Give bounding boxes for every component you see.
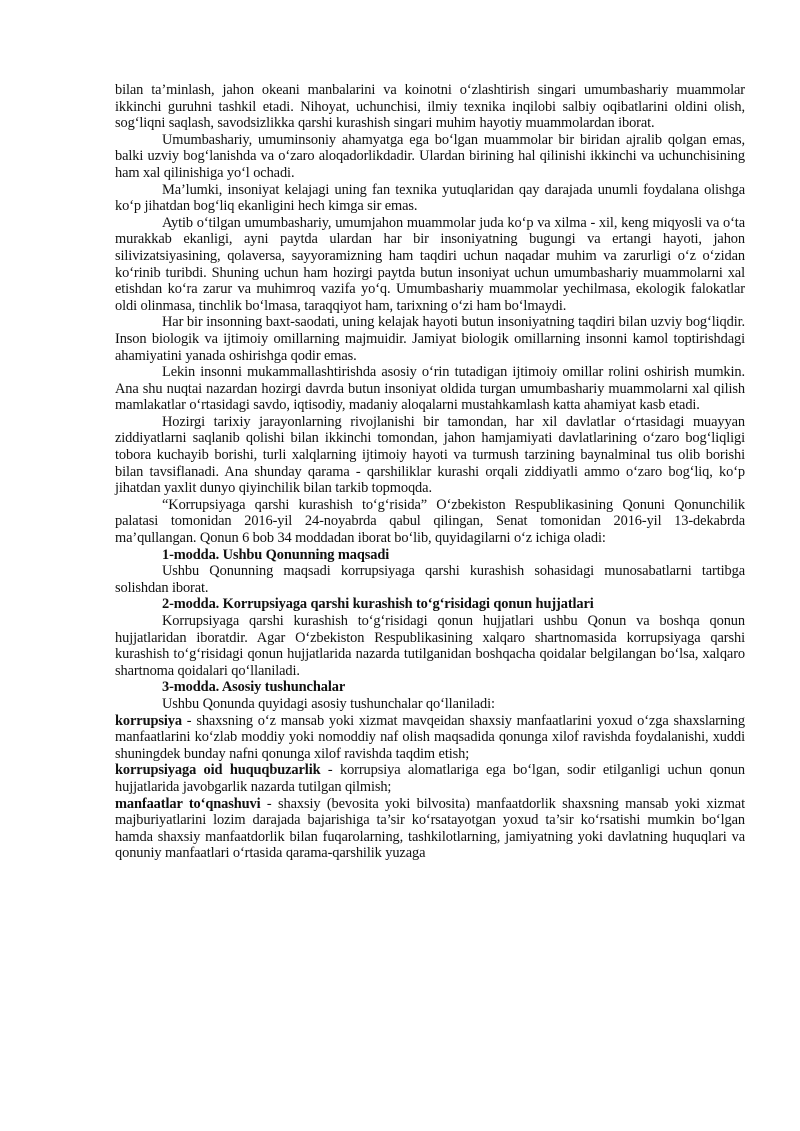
definition-term: korrupsiyaga oid huquqbuzarlik [115, 762, 321, 779]
paragraph: Hozirgi tarixiy jarayonlarning rivojlanishi bir tamondan, har xil davlatlar o‘rtasidagi muayyan ziddiyatlarni saqlanib qolishi bilan ikkinchi tomondan, jahon hamjamiyati davlatlarining o‘zaro bog‘liqligi tobora kuchayib borishi, turli xalqlarning ijtimoiy hayoti va turmush tarzining baynalminal tus olib borishi bilan tavsiflanadi. Ana shunday qarama - qarshiliklar kurashi orqali ziddiyatli ammo o‘zaro bog‘liq, ko‘p jihatdan yaxlit dunyo qiyinchilik bilan tarkib topmoqda. [115, 413, 745, 497]
article-heading: 1-modda. Ushbu Qonunning maqsadi [162, 546, 390, 563]
paragraph: Ma’lumki, insoniyat kelajagi uning fan texnika yutuqlaridan qay darajada unumli foydalana olishga ko‘p jihatdan bog‘liq ekanligini hech kimga sir emas. [115, 181, 745, 215]
article-heading: 2-modda. Korrupsiyaga qarshi kurashish to‘g‘risidagi qonun hujjatlari [162, 596, 594, 613]
definition [115, 713, 745, 763]
paragraph: Aytib o‘tilgan umumbashariy, umumjahon muammolar juda ko‘p va xilma - xil, keng miqyosli va o‘ta murakkab ekanligi, ayni paytda ulardan har bir insoniyatning bugungi va ertangi hayoti, jahon silivizatsiyasining, qolaversa, sayyoramizning ham taqdiri uchun naqadar muhim va zarurligi o‘z o‘zidan ko‘rinib turibdi. Shuning uchun ham hozirgi paytda butun insoniyat uchun umumbashariy muammolarni xal etishdan ko‘ra zarur va muhimroq vazifa yo‘q. Umumbashariy muammolar yechilmasa, ekologik falokatlar oldi olinmasa, tinchlik bo‘lmasa, taraqqiyot ham, tarixning o‘zi ham bo‘lmaydi. [115, 214, 745, 314]
definition-text: - shaxsiy (bevosita yoki bilvosita) manfaatdorlik shaxsning mansab yoki xizmat majburiyatlarini lozim darajada bajarishiga ta’sir ko‘rsatayotgan yoxud ta’sir ko‘rsatishi mumkin bo‘lgan hamda shaxsiy manfaatdorlik bilan fuqarolarning, tashkilotlarning, jamiyatning yoki davlatning huquqlari va qonuniy manfaatlari o‘rtasida qarama-qarshilik yuzaga [115, 795, 745, 862]
definition-term: manfaatlar to‘qnashuvi [115, 795, 261, 812]
paragraph: bilan ta’minlash, jahon okeani manbalarini va koinotni o‘zlashtirish singari umumbashariy muammolar ikkinchi guruhni tashkil etadi. Nihoyat, uchunchisi, ilmiy texnika inqilobi salbiy oqibatlarini oldini olish, sog‘liqni saqlash, savodsizlikka qarshi kurashish singari muhim hayotiy muammolardan iborat. [115, 82, 745, 132]
definition-text: - shaxsning o‘z mansab yoki xizmat mavqeidan shaxsiy manfaatlarini yoxud o‘zga shaxslarning manfaatlarini ko‘zlab moddiy yoki nomoddiy naf olish maqsadida qonunga xilof ravishda foydalanishi, xuddi shuningdek bunday nafni qonunga xilof ravishda taqdim etish; [115, 712, 745, 762]
definition-term: korrupsiya [115, 712, 182, 729]
document-page [115, 82, 745, 862]
article-heading: 3-modda. Asosiy tushunchalar [162, 679, 346, 696]
definition [115, 762, 745, 795]
paragraph: Korrupsiyaga qarshi kurashish to‘g‘risidagi qonun hujjatlari ushbu Qonun va boshqa qonun hujjatlaridan iboratdir. Agar O‘zbekiston Respublikasining xalqaro shartnomasida korrupsiyaga qarshi kurashish to‘g‘risidagi qonun hujjatlarida nazarda tutilganidan boshqacha qoidalar belgilangan bo‘lsa, xalqaro shartnoma qoidalari qo‘llaniladi. [115, 613, 745, 679]
paragraph: Umumbashariy, umuminsoniy ahamyatga ega bo‘lgan muammolar bir biridan ajralib qolgan emas, balki uzviy bog‘lanishda va o‘zaro aloqadorlikdadir. Ulardan birining hal qilinishi ikkinchi va uchunchisining ham xal qilinishiga yo‘l ochadi. [115, 131, 745, 181]
paragraph: Lekin insonni mukammallashtirishda asosiy o‘rin tutadigan ijtimoiy omillar rolini oshirish mumkin. Ana shu nuqtai nazardan hozirgi davrda butun insoniyat oldida turgan umumbashariy muammolarni xal qilish mamlakatlar o‘rtasidagi savdo, iqtisodiy, madaniy aloqalarni mustahkamlash katta ahamiyat kasb etadi. [115, 364, 745, 414]
paragraph: Har bir insonning baxt-saodati, uning kelajak hayoti butun insoniyatning taqdiri bilan uzviy bog‘liqdir. Inson biologik va ijtimoiy omillarning majmuidir. Jamiyat biologik omillarning insonni kamol toptirishdagi ahamiyatini yanada oshirishga qodir emas. [115, 314, 745, 364]
paragraph: Ushbu Qonunning maqsadi korrupsiyaga qarshi kurashish sohasidagi munosabatlarni tartibga solishdan iborat. [115, 563, 745, 596]
definition-text: - korrupsiya alomatlariga ega bo‘lgan, sodir etilganligi uchun qonun hujjatlarida javobgarlik nazarda tutilgan qilmish; [115, 762, 745, 795]
definition [115, 796, 745, 862]
paragraph: Ushbu Qonunda quyidagi asosiy tushunchalar qo‘llaniladi: [162, 695, 495, 712]
paragraph: “Korrupsiyaga qarshi kurashish to‘g‘risida” O‘zbekiston Respublikasining Qonuni Qonunchilik palatasi tomonidan 2016-yil 24-noyabrda qabul qilingan, Senat tomonidan 2016-yil 13-dekabrda ma’qullangan. Qonun 6 bob 34 moddadan iborat bo‘lib, quyidagilarni o‘z ichiga oladi: [115, 496, 745, 547]
